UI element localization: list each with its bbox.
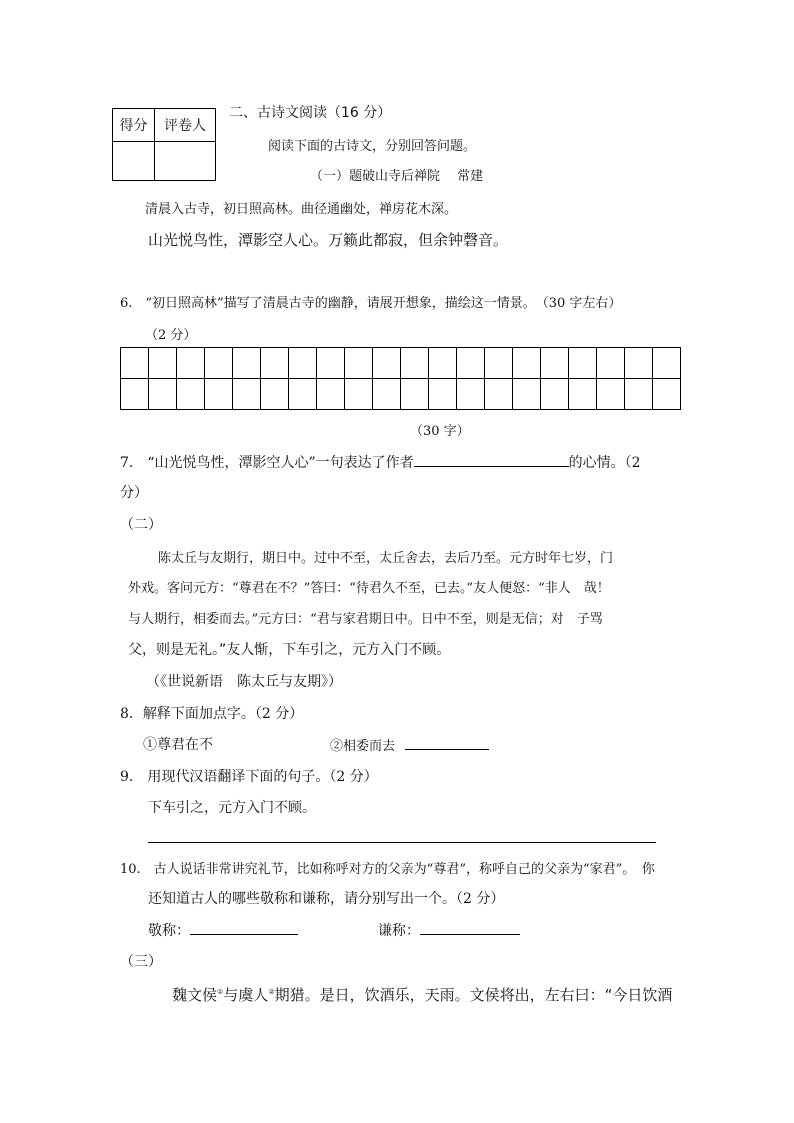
question-10-line-1: 10. 古人说话非常讲究礼节，比如称呼对方的父亲为“尊君”，称呼自己的父亲为“家君”。 你 xyxy=(120,862,655,877)
grid-cell[interactable] xyxy=(597,348,625,379)
grid-cell[interactable] xyxy=(177,379,205,410)
score-label: 得分 xyxy=(113,109,155,142)
grid-caption: （30 字） xyxy=(410,424,470,439)
grid-cell[interactable] xyxy=(569,379,597,410)
passage-line-4: 父，则是无礼。”友人惭，下车引之，元方入门不顾。 xyxy=(128,642,451,658)
grid-cell[interactable] xyxy=(485,379,513,410)
grid-cell[interactable] xyxy=(513,379,541,410)
honorific-label: 敬称： xyxy=(148,923,190,939)
passage-line-3: 与人期行，相委而去。”元方曰：“君与家君期日中。日中不至，则是无信；对 子骂 xyxy=(128,612,603,627)
grid-cell[interactable] xyxy=(121,348,149,379)
question-7-wrap: 分） xyxy=(120,485,148,501)
question-8-item-2-text: ②相委而去 xyxy=(330,739,396,754)
grid-cell[interactable] xyxy=(205,379,233,410)
reviewer-label: 评卷人 xyxy=(155,109,216,142)
grid-cell[interactable] xyxy=(373,348,401,379)
passage-3-text-a: 魏文侯 xyxy=(172,986,218,1004)
grid-cell[interactable] xyxy=(457,379,485,410)
grid-cell[interactable] xyxy=(625,379,653,410)
grid-cell[interactable] xyxy=(345,379,373,410)
question-7 xyxy=(120,452,641,472)
passage-3-text-b: 与虞人 xyxy=(223,986,269,1004)
grid-cell[interactable] xyxy=(541,379,569,410)
grid-cell[interactable] xyxy=(513,348,541,379)
passage-3-line-1 xyxy=(172,984,672,1005)
grid-cell[interactable] xyxy=(233,379,261,410)
grid-cell[interactable] xyxy=(289,348,317,379)
grid-cell[interactable] xyxy=(205,348,233,379)
grid-cell[interactable] xyxy=(625,348,653,379)
passage-3-text-c: 期猎。是日，饮酒乐，天雨。文侯将出，左右曰：“今日饮酒 xyxy=(274,986,673,1004)
passage-line-2: 外戏。客问元方：“尊君在不？”答曰：“待君久不至，已去。”友人便怒：“非人 哉！ xyxy=(128,581,610,596)
score-cell[interactable] xyxy=(113,142,155,181)
part-3-label: （三） xyxy=(120,954,162,970)
honorific-row xyxy=(148,920,298,940)
question-7-tail: 的心情。（2 xyxy=(568,455,641,471)
grid-cell[interactable] xyxy=(261,348,289,379)
question-9-sentence: 下车引之，元方入门不顾。 xyxy=(148,800,316,816)
question-9: 9. 用现代汉语翻译下面的句子。（2 分） xyxy=(120,769,378,785)
grid-cell[interactable] xyxy=(121,379,149,410)
grid-cell[interactable] xyxy=(261,379,289,410)
score-box xyxy=(112,108,216,181)
footnote-marker-1: ① xyxy=(217,988,224,996)
poem-title: （一）题破山寺后禅院 常建 xyxy=(310,169,484,184)
grid-cell[interactable] xyxy=(485,348,513,379)
poem-line-1: 清晨入古寺，初日照高林。曲径通幽处，禅房花木深。 xyxy=(145,202,458,217)
grid-cell[interactable] xyxy=(233,348,261,379)
footnote-marker-2: ② xyxy=(268,988,275,996)
grid-cell[interactable] xyxy=(457,348,485,379)
grid-cell[interactable] xyxy=(317,348,345,379)
section-heading: 二、古诗文阅读（16 分） xyxy=(229,105,392,121)
grid-cell[interactable] xyxy=(569,348,597,379)
grid-cell[interactable] xyxy=(177,348,205,379)
reviewer-cell[interactable] xyxy=(155,142,216,181)
grid-cell[interactable] xyxy=(289,379,317,410)
grid-cell[interactable] xyxy=(429,379,457,410)
question-8: 8．解释下面加点字。（2 分） xyxy=(120,706,304,722)
question-8-item-2 xyxy=(330,735,489,754)
answer-blank-8-2[interactable] xyxy=(405,749,489,750)
answer-grid[interactable] xyxy=(120,347,681,410)
humble-label: 谦称： xyxy=(378,923,420,939)
answer-line-9[interactable] xyxy=(148,842,656,843)
grid-cell[interactable] xyxy=(429,348,457,379)
poem-line-2: 山光悦鸟性，潭影空人心。万籁此都寂，但余钟磬音。 xyxy=(148,231,509,249)
grid-cell[interactable] xyxy=(401,379,429,410)
answer-blank-humble[interactable] xyxy=(420,934,520,935)
passage-line-1: 陈太丘与友期行，期日中。过中不至，太丘舍去，去后乃至。元方时年七岁，门 xyxy=(158,551,614,566)
grid-cell[interactable] xyxy=(317,379,345,410)
question-10-line-2: 还知道古人的哪些敬称和谦称，请分别写出一个。（2 分） xyxy=(148,891,505,907)
question-8-item-1: ①尊君在不 xyxy=(143,737,213,753)
humble-row xyxy=(378,920,520,940)
grid-cell[interactable] xyxy=(149,348,177,379)
grid-cell[interactable] xyxy=(401,348,429,379)
grid-cell[interactable] xyxy=(373,379,401,410)
grid-cell[interactable] xyxy=(653,379,681,410)
grid-cell[interactable] xyxy=(345,348,373,379)
instruction: 阅读下面的古诗文，分别回答问题。 xyxy=(268,139,477,154)
grid-cell[interactable] xyxy=(149,379,177,410)
part-2-label: （二） xyxy=(120,517,162,533)
question-6-points: （2 分） xyxy=(145,328,197,343)
answer-blank-7[interactable] xyxy=(414,466,569,467)
question-7-text: 7. “山光悦鸟性，潭影空人心”一句表达了作者 xyxy=(120,455,414,471)
passage-source: （《世说新语 陈太丘与友期》） xyxy=(146,674,342,690)
grid-cell[interactable] xyxy=(597,379,625,410)
question-6: 6. “初日照高林”描写了清晨古寺的幽静，请展开想象，描绘这一情景。 （30 字左右） xyxy=(120,296,622,311)
answer-blank-honorific[interactable] xyxy=(190,934,298,935)
grid-cell[interactable] xyxy=(653,348,681,379)
grid-cell[interactable] xyxy=(541,348,569,379)
